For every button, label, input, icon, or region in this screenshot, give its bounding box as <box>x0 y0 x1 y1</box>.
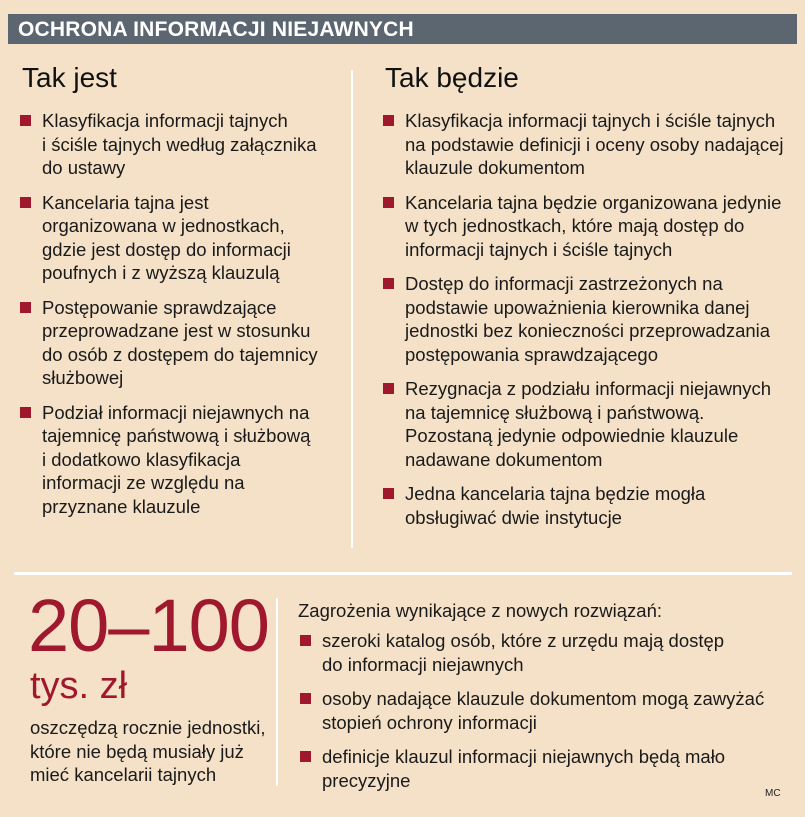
threats-list <box>298 629 778 803</box>
bullet-square-icon <box>20 115 31 126</box>
current-state-item <box>18 109 348 180</box>
header-bar <box>8 14 797 44</box>
bullet-square-icon <box>383 278 394 289</box>
current-state-item <box>18 401 348 519</box>
list-item-text: Rezygnacja z podziału informacji niejawnych na tajemnicę służbową i państwową. Pozostaną jedynie odpowiednie klauzule nadawane dokumentom <box>405 378 772 470</box>
bullet-square-icon <box>20 302 31 313</box>
savings-description: oszczędzą rocznie jednostki, które nie będą musiały już mieć kancelarii tajnych <box>30 717 266 785</box>
author-credit: MC <box>765 788 781 799</box>
bottom-divider <box>276 598 278 786</box>
current-state-list <box>18 109 348 529</box>
threat-item <box>298 745 778 792</box>
bullet-square-icon <box>383 115 394 126</box>
list-item-text: Podział informacji niejawnych na tajemnicę państwową i służbową i dodatkowo klasyfikacja informacji ze względu na przyznane klauzule <box>42 401 311 517</box>
current-state-item <box>18 296 348 390</box>
column-divider <box>351 70 353 548</box>
threats-title: Zagrożenia wynikające z nowych rozwiązań: <box>298 600 663 621</box>
savings-unit: tys. zł <box>30 665 128 707</box>
bullet-square-icon <box>300 751 311 762</box>
list-item-text: definicje klauzul informacji niejawnych będą mało precyzyjne <box>322 746 726 791</box>
threat-item <box>298 687 778 734</box>
list-item-text: osoby nadające klauzule dokumentom mogą zawyżać stopień ochrony informacji <box>322 688 765 733</box>
current-state-heading: Tak jest <box>22 62 117 93</box>
bullet-square-icon <box>300 635 311 646</box>
future-state-item <box>381 191 793 262</box>
list-item-text: Kancelaria tajna będzie organizowana jedynie w tych jednostkach, które mają dostęp do informacji tajnych i ściśle tajnych <box>405 191 782 260</box>
list-item-text: szeroki katalog osób, które z urzędu mają dostęp do informacji niejawnych <box>322 630 725 675</box>
bullet-square-icon <box>300 693 311 704</box>
page-title: OCHRONA INFORMACJI NIEJAWNYCH <box>18 18 414 41</box>
list-item-text: Klasyfikacja informacji tajnych i ściśle tajnych według załącznika do ustawy <box>42 110 317 178</box>
bullet-square-icon <box>383 383 394 394</box>
section-divider <box>14 572 792 575</box>
list-item-text: Jedna kancelaria tajna będzie mogła obsługiwać dwie instytucje <box>405 483 706 528</box>
future-state-list <box>381 109 793 540</box>
bullet-square-icon <box>383 488 394 499</box>
current-state-item <box>18 191 348 285</box>
list-item-text: Postępowanie sprawdzające przeprowadzane jest w stosunku do osób z dostępem do tajemnicy służbowej <box>42 296 318 388</box>
bullet-square-icon <box>20 197 31 208</box>
future-state-item <box>381 109 793 180</box>
threat-item <box>298 629 778 676</box>
list-item-text: Dostęp do informacji zastrzeżonych na podstawie upoważnienia kierownika danej jednostki bez konieczności przeprowadzania postępowania sprawdzającego <box>405 273 771 365</box>
future-state-item <box>381 272 793 366</box>
list-item-text: Kancelaria tajna jest organizowana w jednostkach, gdzie jest dostęp do informacji poufnych i z wyższą klauzulą <box>42 191 291 283</box>
bullet-square-icon <box>383 197 394 208</box>
list-item-text: Klasyfikacja informacji tajnych i ściśle tajnych na podstawie definicji i oceny osoby nadającej klauzule dokumentom <box>405 110 784 178</box>
future-state-item <box>381 482 793 529</box>
bullet-square-icon <box>20 407 31 418</box>
future-state-heading: Tak będzie <box>385 62 519 93</box>
future-state-item <box>381 377 793 471</box>
savings-range: 20–100 <box>28 584 269 667</box>
